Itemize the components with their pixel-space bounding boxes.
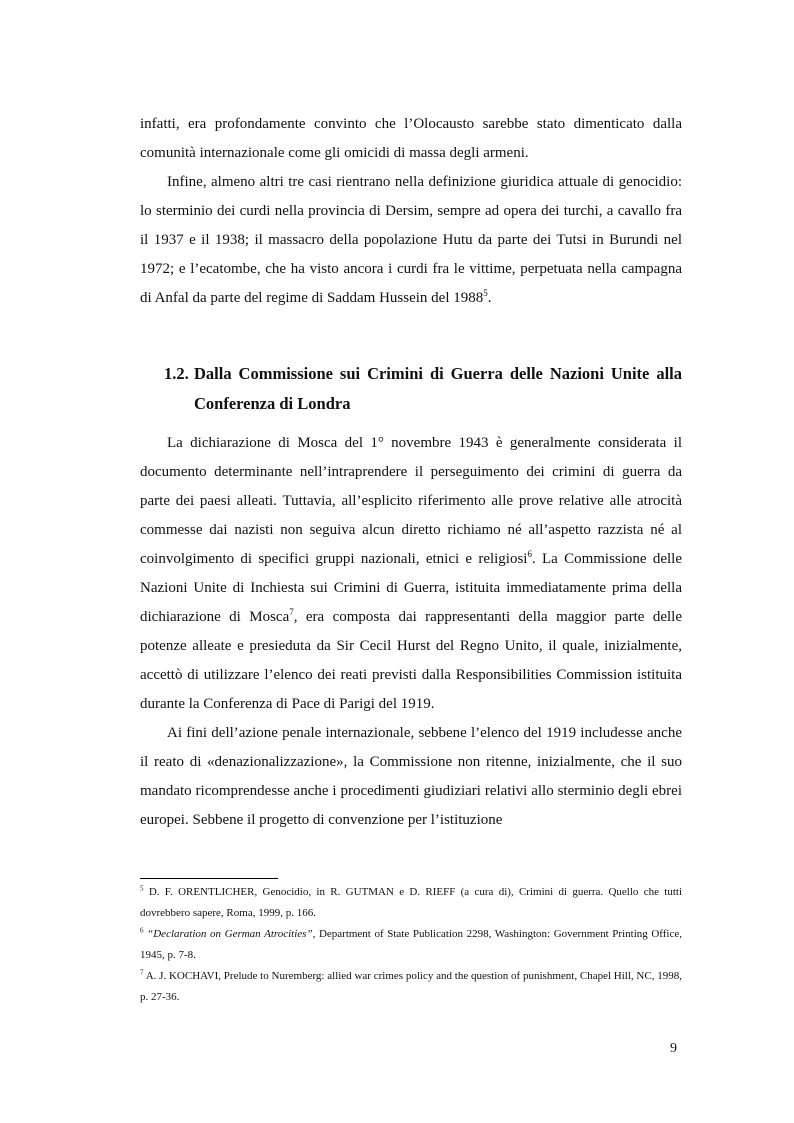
footnote-text: A. J. KOCHAVI, Prelude to Nuremberg: allied war crimes policy and the question of punishment, Chapel Hill, NC, 1998, p. 27-36. <box>140 970 682 1003</box>
paragraph-2-text: Infine, almeno altri tre casi rientrano nella definizione giuridica attuale di genocidio: lo sterminio dei curdi nella provincia di Dersim, sempre ad opera dei turchi, a cavallo fra il 1937 e il 1938; il massacro della popolazione Hutu da parte dei Tutsi in Burundi nel 1972; e l’ecatombe, che ha visto ancora i curdi fra le vittime, perpetuata nella campagna di Anfal da parte del regime di Saddam Hussein del 1988 <box>140 174 682 306</box>
footnote-ref-7: 7 <box>289 607 294 617</box>
footnote-text: , Department of State Publication 2298, Washington: Government Printing Office, 1945, p. 7-8. <box>140 928 683 961</box>
paragraph-3 <box>140 429 682 719</box>
footnote-text: D. F. ORENTLICHER, Genocidio, in R. GUTMAN e D. RIEFF (a cura di), Crimini di guerra. Quello che tutti dovrebbero sapere, Roma, 1999, p. 166. <box>140 886 683 919</box>
footnote-number: 5 <box>140 884 144 893</box>
footnote-6 <box>140 924 682 965</box>
footnote-5 <box>140 882 682 923</box>
paragraph-2-end: . <box>487 290 492 306</box>
paragraph-1: infatti, era profondamente convinto che l’Olocausto sarebbe stato dimenticato dalla comunità internazionale come gli omicidi di massa degli armeni. <box>140 116 682 161</box>
footnote-number: 6 <box>140 926 144 935</box>
footnotes <box>140 882 682 1008</box>
footnote-number: 7 <box>140 968 144 977</box>
footnote-ref-5: 5 <box>483 288 488 298</box>
footnote-divider <box>140 878 278 879</box>
section-title: Dalla Commissione sui Crimini di Guerra delle Nazioni Unite alla Conferenza di Londra <box>194 364 682 413</box>
paragraph-3a: La dichiarazione di Mosca del 1° novembre 1943 è generalmente considerata il documento determinante nell’intraprendere il perseguimento dei crimini di guerra da parte dei paesi alleati. Tuttavia, all’esplicito riferimento alle prove relative alle atrocità commesse dai nazisti non seguiva alcun diretto richiamo né all’aspetto razzista né al coinvolgimento di specifici gruppi nazionali, etnici e religiosi <box>140 435 682 567</box>
footnote-ref-6: 6 <box>527 549 532 559</box>
paragraph-3c: , era composta dai rappresentanti della maggior parte delle potenze alleate e presieduta da Sir Cecil Hurst del Regno Unito, il quale, inizialmente, accettò di utilizzare l’elenco dei reati previsti dalla Responsibilities Commission istituita durante la Conferenza di Pace di Parigi del 1919. <box>140 609 682 712</box>
page-body <box>140 110 682 835</box>
paragraph-2 <box>140 168 682 313</box>
paragraph-4: Ai fini dell’azione penale internazionale, sebbene l’elenco del 1919 includesse anche il reato di «denazionalizzazione», la Commissione non ritenne, inizialmente, che il suo mandato ricomprendesse anche i procedimenti giudiziari relativi allo sterminio degli ebrei europei. Sebbene il progetto di convenzione per l’istituzione <box>140 725 682 828</box>
section-number: 1.2. <box>164 364 189 383</box>
paragraph-3b: . La Commissione delle Nazioni Unite di Inchiesta sui Crimini di Guerra, istituita immediatamente prima della dichiarazione di Mosca <box>140 551 682 625</box>
section-heading <box>140 359 682 419</box>
footnote-7 <box>140 966 682 1007</box>
page-number: 9 <box>670 1041 677 1056</box>
footnote-italic-title: “Declaration on German Atrocities” <box>147 928 313 940</box>
